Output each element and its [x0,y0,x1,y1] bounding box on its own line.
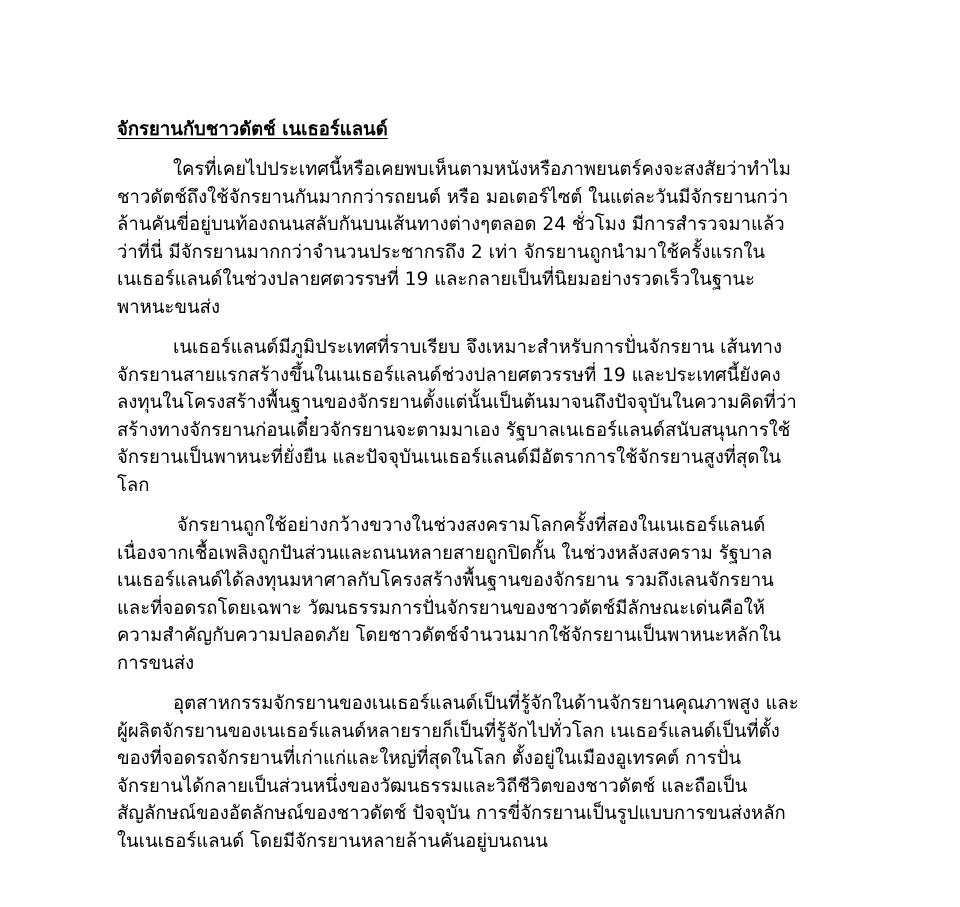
paragraph-1 [117,156,843,321]
paragraph-4 [117,690,843,855]
paragraph-line: ความสำคัญกับความปลอดภัย โดยชาวดัตช์จำนวนมากใช้จักรยานเป็นพาหนะหลักใน [117,625,781,646]
paragraph-line: จักรยานได้กลายเป็นส่วนหนึ่งของวัฒนธรรมและวิถีชีวิตของชาวดัตช์ และถือเป็น [117,775,748,797]
paragraph-line: พาหนะขนส่ง [117,296,220,318]
paragraph-line: ว่าที่นี่ มีจักรยานมากกว่าจำนวนประชากรถึง 2 เท่า จักรยานถูกนำมาใช้ครั้งแรกใน [117,241,766,263]
paragraph-line: และที่จอดรถโดยเฉพาะ วัฒนธรรมการปั่นจักรยานของชาวดัตช์มีลักษณะเด่นคือให้ [117,597,765,619]
document-page [117,116,843,868]
paragraph-line: การขนส่ง [117,652,195,674]
paragraph-line: อุตสาหกรรมจักรยานของเนเธอร์แลนด์เป็นที่รู้จักในด้านจักรยานคุณภาพสูง และ [173,693,799,714]
paragraph-line: ใครที่เคยไปประเทศนี้หรือเคยพบเห็นตามหนังหรือภาพยนตร์คงจะสงสัยว่าทำไม [173,159,791,180]
paragraph-line: เนเธอร์แลนด์ในช่วงปลายศตวรรษที่ 19 และกลายเป็นที่นิยมอย่างรวดเร็วในฐานะ [117,269,755,290]
paragraph-line: สัญลักษณ์ของอัตลักษณ์ของชาวดัตช์ ปัจจุบัน การขี่จักรยานเป็นรูปแบบการขนส่งหลัก [117,803,786,824]
paragraph-line: ในเนเธอร์แลนด์ โดยมีจักรยานหลายล้านคันอยู่บนถนน [117,830,548,852]
paragraph-line: ล้านคันขี่อยู่บนท้องถนนสลับกันบนเส้นทางต่างๆตลอด 24 ชั่วโมง มีการสำรวจมาแล้ว [117,214,785,235]
paragraph-line: เนเธอร์แลนด์มีภูมิประเทศที่ราบเรียบ จึงเหมาะสำหรับการปั่นจักรยาน เส้นทาง [173,337,782,358]
paragraph-line: ชาวดัตช์ถึงใช้จักรยานกันมากกว่ารถยนต์ หรือ มอเตอร์ไซต์ ในแต่ละวันมีจักรยานกว่า [117,186,789,208]
paragraph-line: จักรยานสายแรกสร้างขึ้นในเนเธอร์แลนด์ช่วงปลายศตวรรษที่ 19 และประเทศนี้ยังคง [117,364,781,386]
paragraph-line: เนเธอร์แลนด์ได้ลงทุนมหาศาลกับโครงสร้างพื้นฐานของจักรยาน รวมถึงเลนจักรยาน [117,570,774,591]
paragraph-line: จักรยานถูกใช้อย่างกว้างขวางในช่วงสงครามโลกครั้งที่สองในเนเธอร์แลนด์ [177,515,766,536]
paragraph-line: จักรยานเป็นพาหนะที่ยั่งยืน และปัจจุบันเนเธอร์แลนด์มีอัตราการใช้จักรยานสูงที่สุดใน [117,447,782,468]
paragraph-line: ผู้ผลิตจักรยานของเนเธอร์แลนด์หลายรายก็เป็นที่รู้จักไปทั่วโลก เนเธอร์แลนด์เป็นที่ตั้ง [117,720,780,742]
document-title: จักรยานกับชาวดัตช์ เนเธอร์แลนด์ [117,119,388,140]
paragraph-line: สร้างทางจักรยานก่อนเดี๋ยวจักรยานจะตามมาเอง รัฐบาลเนเธอร์แลนด์สนับสนุนการใช้ [117,419,791,441]
paragraph-3 [117,512,843,677]
paragraph-line: ของที่จอดรถจักรยานที่เก่าแก่และใหญ่ที่สุดในโลก ตั้งอยู่ในเมืองอูเทรคต์ การปั่น [117,748,741,769]
paragraph-line: ลงทุนในโครงสร้างพื้นฐานของจักรยานตั้งแต่นั้นเป็นต้นมาจนถึงปัจจุบันในความคิดที่ว่า [117,392,797,413]
paragraph-2 [117,334,843,499]
paragraph-line: โลก [117,474,150,496]
paragraph-line: เนื่องจากเชื้อเพลิงถูกปันส่วนและถนนหลายสายถูกปิดกั้น ในช่วงหลังสงคราม รัฐบาล [117,542,773,564]
